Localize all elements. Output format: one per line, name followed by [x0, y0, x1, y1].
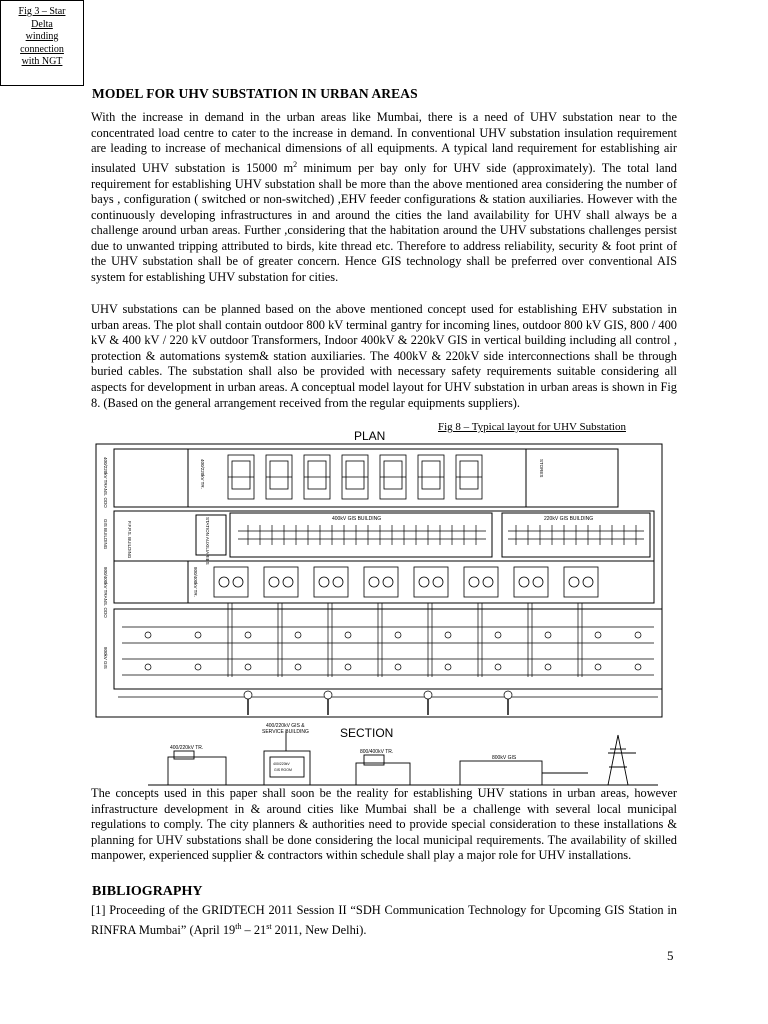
figure3-caption-box	[0, 0, 84, 86]
tr800-2	[264, 567, 298, 597]
bibliography-item	[91, 903, 677, 938]
paragraph-conclusion: The concepts used in this paper shall soon be the reality for establishing UHV stations in urban areas, however infrastructure development in & around cities like Mumbai shall be a challenge with several local municipal regulations to comply. The city planners & authorities need to provide special consideration to these installations & planning for UHV substations shall be done considering the local municipal requirements. The availability of skilled manpower, experienced supplier & contractors within schedule shall play a major role for UHV installations.	[91, 786, 677, 863]
row1-frame	[114, 449, 618, 507]
tr-bay-4	[342, 455, 368, 499]
fig3-caption-line: winding	[25, 31, 59, 42]
tr800-7	[514, 567, 548, 597]
superscript: 2	[293, 159, 298, 169]
page-number: 5	[667, 948, 674, 963]
row3-left-label: 800/400kV TRANS. ODO	[103, 567, 108, 618]
tr-bay-7	[456, 455, 482, 499]
stores-label: STORES	[539, 459, 544, 478]
layout-drawing	[88, 427, 670, 791]
tr800-8	[564, 567, 598, 597]
tr-bay-6	[418, 455, 444, 499]
tr-bay-2	[266, 455, 292, 499]
tr800-6	[464, 567, 498, 597]
bib-part3: 2011, New Delhi).	[271, 922, 367, 937]
sec-inner1-label: 400/220kV	[273, 762, 290, 766]
row4-left-label: 800kV GIS	[103, 647, 108, 669]
fig3-caption-line: connection	[20, 43, 64, 55]
figure8-caption: Fig 8 – Typical layout for UHV Substation	[438, 421, 626, 433]
gis400-bay-ticks	[248, 525, 476, 545]
gis220-bay-ticks	[516, 525, 636, 545]
bibliography-heading: BIBLIOGRAPHY	[92, 884, 203, 899]
sec-tr2-label: 800/400kV TR.	[360, 749, 394, 755]
tr800-4	[364, 567, 398, 597]
section-tr1	[168, 757, 226, 785]
sec-bld1-label: 400/220kV GIS &	[266, 723, 305, 729]
station-aux-block	[196, 515, 226, 555]
section-gis800	[460, 761, 542, 785]
fig3-caption-line: Fig 3 – Star	[18, 6, 66, 17]
gantry-posts	[248, 699, 508, 715]
tr-bay-1	[228, 455, 254, 499]
gis400-label: 400kV GIS BUILDING	[332, 516, 382, 522]
section-tower	[608, 735, 636, 785]
row1-left-label: 400/220kV TRANS. ODO	[103, 457, 108, 508]
section-tr2	[356, 763, 410, 785]
gis220-label: 220kV GIS BUILDING	[544, 516, 594, 522]
tr800-3	[314, 567, 348, 597]
substation-layout-figure	[88, 427, 670, 791]
paragraph-intro	[91, 110, 677, 286]
tr-bay-5	[380, 455, 406, 499]
paragraph-intro-part2: minimum per bay only for UHV side (approximately). The total land requirement for establishing UHV substation shall be more than the above mentioned area considering the number of bays , configuration ( switched or non-switched) ,EHV feeder configurations & station auxiliaries. However with the continuously developing infrastructures in and around the cities the land availability for UHV shall always be a challenge around urban areas. Further ,considering that the habitation around the UHV substations challenges persist due to unwanted tripping attributed to birds, kite thread etc. Therefore to address reliability, security & foot print of the UHV substation shall be of greater concern. Hence GIS technology shall be preferred over conventional AIS system for establishing UHV substation for cities.	[91, 160, 677, 285]
station-aux-label: STATION AUXILIARIES	[205, 517, 210, 565]
sec-tr1-label: 400/220kV TR.	[170, 745, 204, 751]
row2-left-label: GIS BUILDING	[103, 519, 108, 550]
bib-part1: [1] Proceeding of the GRIDTECH 2011 Session II “SDH Communication Technology for Upcoming GIS Station in RINFRA Mumbai” (April 19	[91, 903, 677, 937]
tr800-1	[214, 567, 248, 597]
tr-bay-3	[304, 455, 330, 499]
section-title: SECTION	[340, 726, 394, 740]
paragraph-intro-part1: With the increase in demand in the urban areas like Mumbai, there is a need of UHV substation near to the concentrated load centre to cater to the increase in demand. In conventional UHV substation insulation requirement are leading to increase of mechanical dimensions of all equipments. A typical land requirement for establishing air insulated UHV substation is 15000 m	[91, 110, 677, 175]
superscript: st	[266, 921, 272, 931]
row3-inner-label: 800/400kV TR.	[193, 567, 198, 597]
section-view	[148, 731, 658, 785]
bib-part2: – 21	[241, 922, 267, 937]
plan-title: PLAN	[354, 429, 386, 443]
gis800-busbars	[118, 603, 658, 697]
tr800-5	[414, 567, 448, 597]
superscript: th	[235, 921, 242, 931]
paragraph-concept: UHV substations can be planned based on the above mentioned concept used for establishing EHV substation in urban areas. The plot shall contain outdoor 800 kV terminal gantry for incoming lines, outdoor 800 kV GIS, 800 / 400 kV & 400 kV / 220 kV outdoor Transformers, Indoor 400kV & 220kV GIS in vertical building including all control , protection & automations system& station auxiliaries. The 400kV & 220kV side interconnections shall be through buried cables. The substation shall also be provided with necessary safety requirements suitable considering all aspects for development in urban areas. A conceptual model layout for UHV substation in urban areas is shown in Fig 8. (Based on the general arrangement received from the regular equipments suppliers).	[91, 302, 677, 410]
fig3-caption-line: Delta	[31, 18, 53, 30]
sec-bld2-label: SERVICE BUILDING	[262, 729, 309, 735]
ffps-label: F.F.P.S. BUILDING	[127, 521, 132, 559]
row4-frame	[114, 609, 662, 689]
section-heading: MODEL FOR UHV SUBSTATION IN URBAN AREAS	[92, 86, 418, 101]
fig3-caption-line: with NGT	[21, 56, 63, 67]
sec-gis-label: 800kV GIS	[492, 755, 517, 761]
row1-inner-label: 400/220kV TR.	[200, 459, 205, 489]
sec-inner2-label: GIS ROOM	[274, 768, 292, 772]
